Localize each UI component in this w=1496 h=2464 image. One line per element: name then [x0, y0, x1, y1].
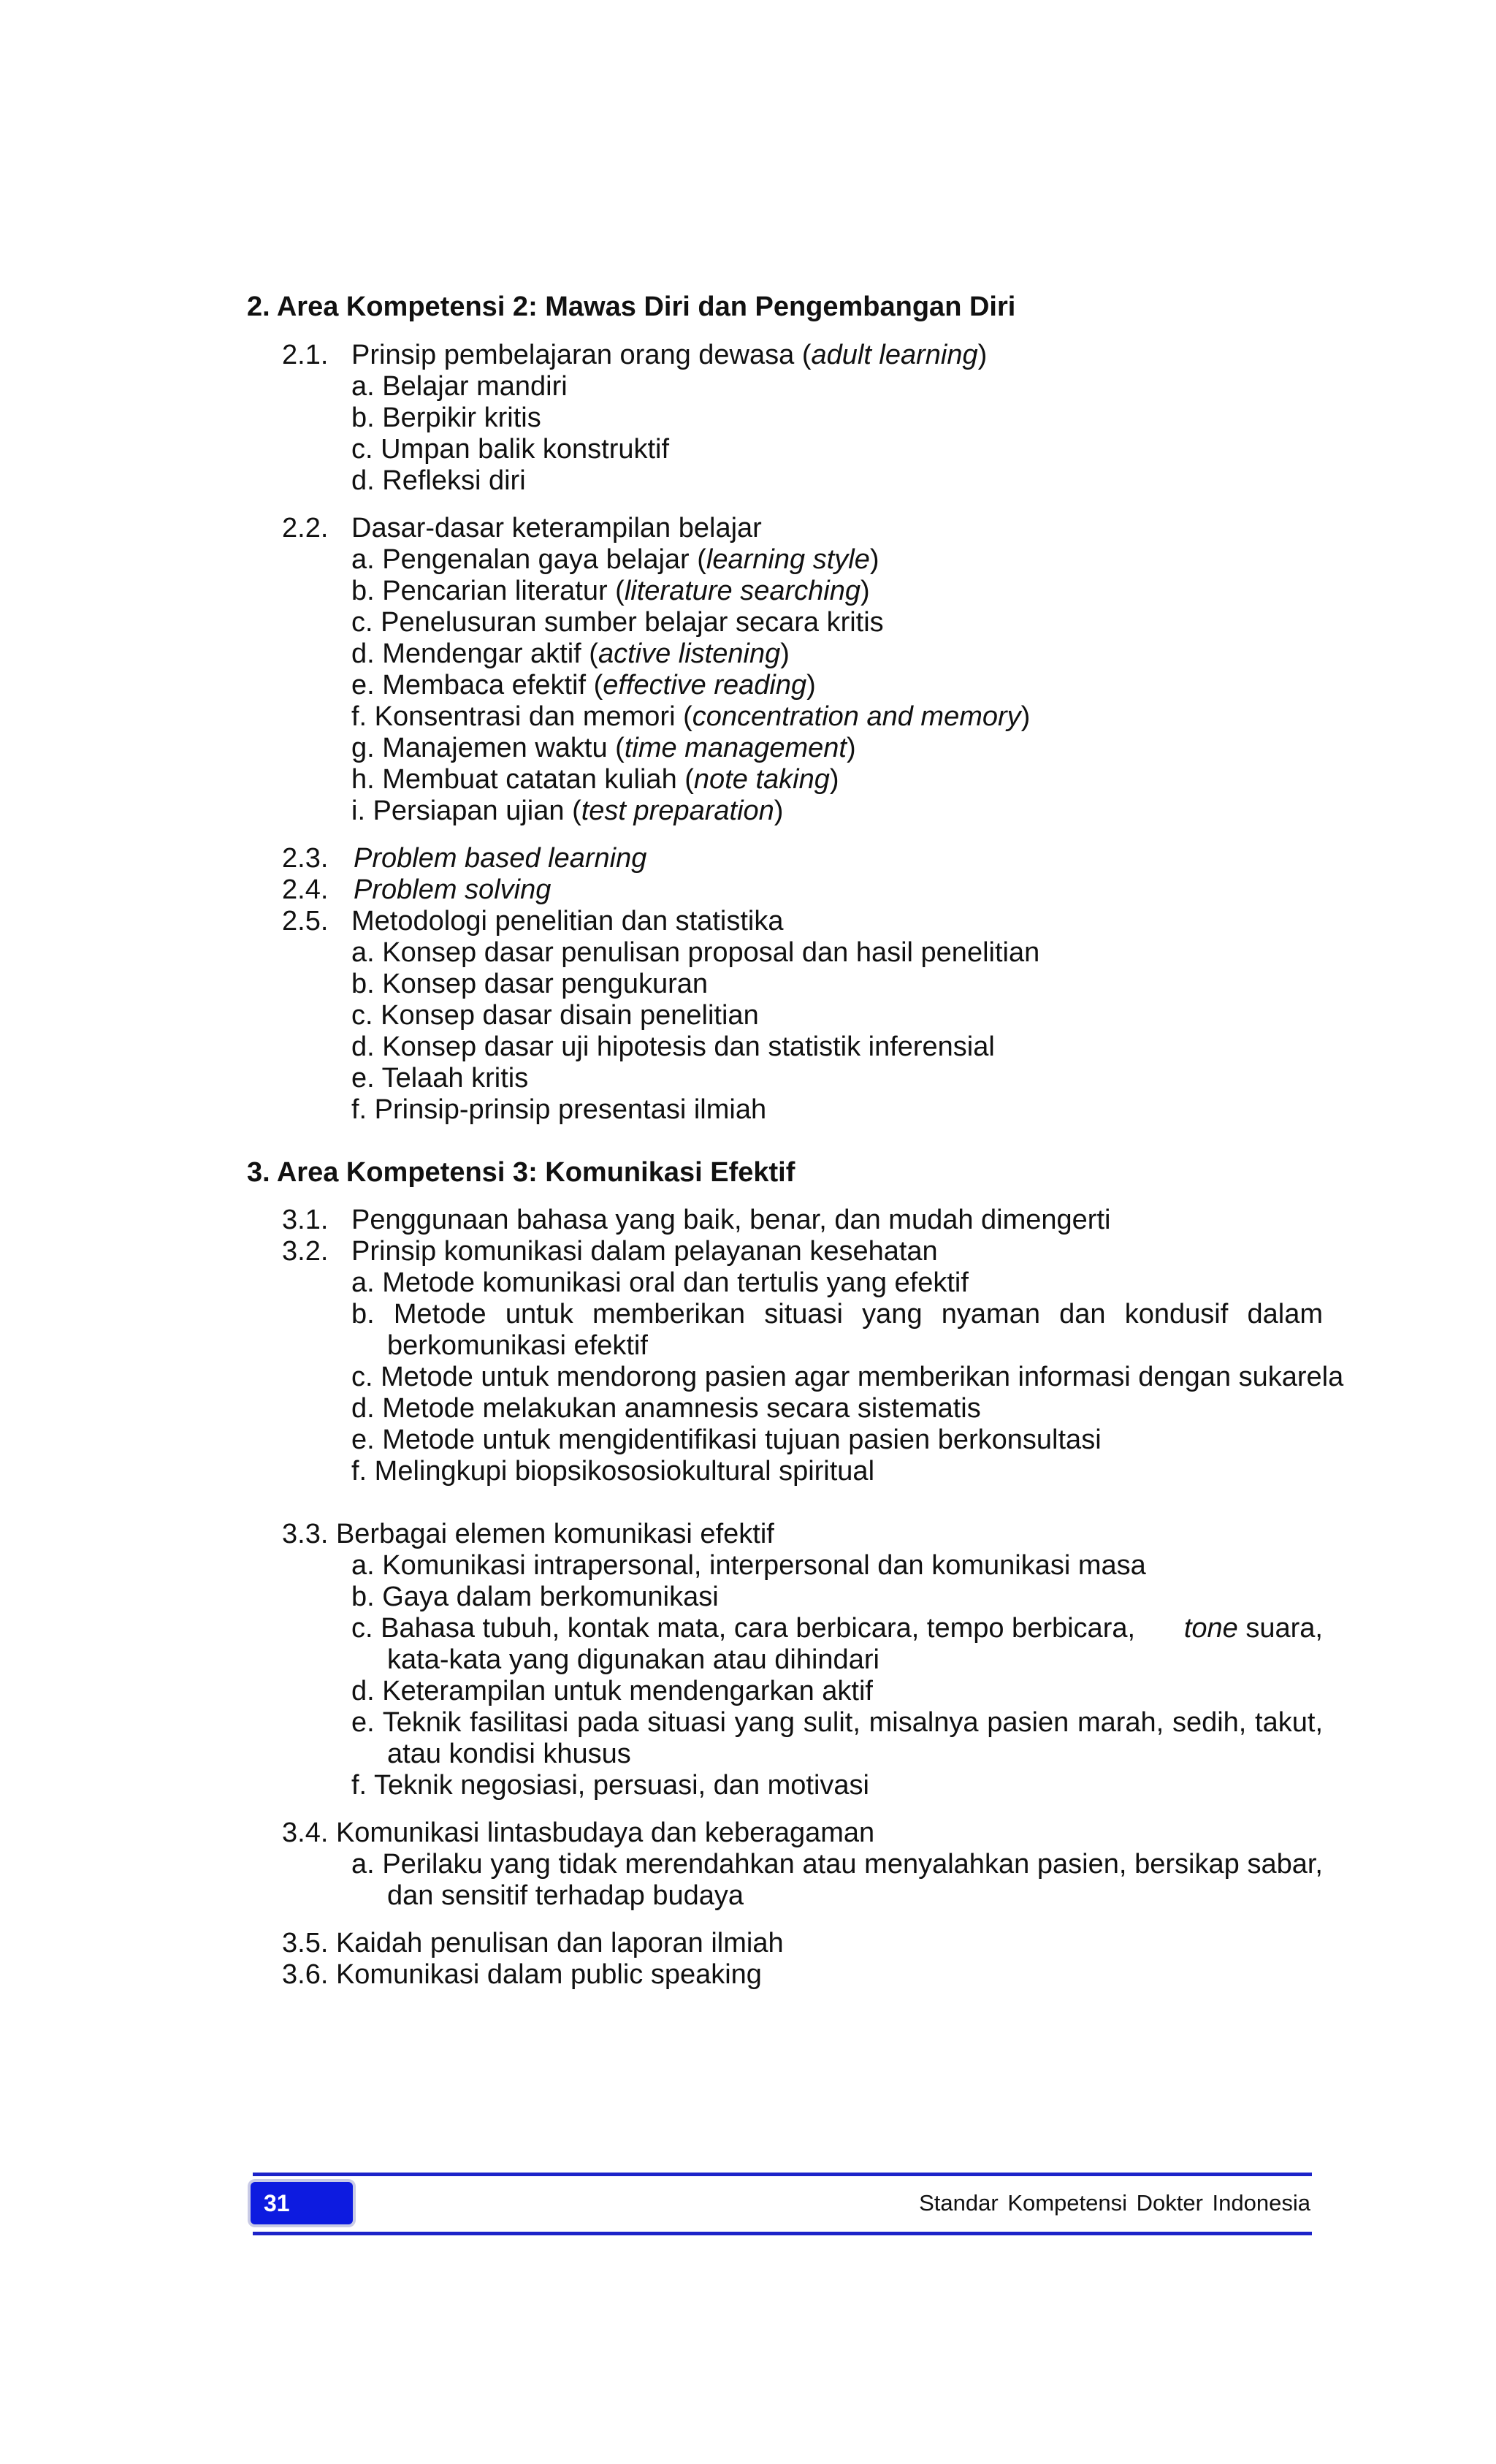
list-item: c. Metode untuk mendorong pasien agar memberikan informasi dengan sukarela [351, 1362, 1344, 1392]
list-item: e. Telaah kritis [351, 1063, 529, 1094]
list-item: i. Persiapan ujian (test preparation) [351, 796, 784, 826]
footer-bottom-rule [253, 2232, 1312, 2235]
list-item: a. Perilaku yang tidak merendahkan atau menyalahkan pasien, bersikap sabar, [351, 1849, 1323, 1880]
item-2-1: 2.1. Prinsip pembelajaran orang dewasa (adult learning) [282, 340, 988, 370]
list-item-continuation: dan sensitif terhadap budaya [387, 1880, 744, 1911]
list-item-continuation: kata-kata yang digunakan atau dihindari [387, 1644, 879, 1675]
list-item: d. Keterampilan untuk mendengarkan aktif [351, 1676, 873, 1706]
list-item: d. Metode melakukan anamnesis secara sistematis [351, 1393, 981, 1424]
footer-top-rule [253, 2173, 1312, 2176]
footer-title: Standar Kompetensi Dokter Indonesia [919, 2190, 1310, 2216]
list-item: b. Gaya dalam berkomunikasi [351, 1582, 719, 1612]
list-item: b. Pencarian literatur (literature searching) [351, 576, 870, 606]
list-item: f. Prinsip-prinsip presentasi ilmiah [351, 1094, 767, 1125]
list-item: c. Konsep dasar disain penelitian [351, 1000, 759, 1031]
item-2-5: 2.5. Metodologi penelitian dan statistika [282, 906, 784, 937]
list-item: h. Membuat catatan kuliah (note taking) [351, 764, 839, 795]
list-item: a. Metode komunikasi oral dan tertulis yang efektif [351, 1267, 969, 1298]
section-3-heading: 3. Area Kompetensi 3: Komunikasi Efektif [247, 1157, 795, 1188]
page-number-badge: 31 [251, 2182, 353, 2224]
list-item: b. Konsep dasar pengukuran [351, 969, 709, 999]
list-item: a. Pengenalan gaya belajar (learning style) [351, 544, 879, 575]
list-item: e. Teknik fasilitasi pada situasi yang sulit, misalnya pasien marah, sedih, takut, [351, 1707, 1323, 1738]
item-3-4: 3.4. Komunikasi lintasbudaya dan keberagaman [282, 1818, 875, 1848]
list-item: f. Konsentrasi dan memori (concentration and memory) [351, 701, 1031, 732]
list-item-continuation: berkomunikasi efektif [387, 1330, 648, 1361]
list-item-continuation: atau kondisi khusus [387, 1739, 631, 1769]
list-item: a. Belajar mandiri [351, 371, 568, 402]
list-item: a. Konsep dasar penulisan proposal dan hasil penelitian [351, 937, 1040, 968]
list-item: e. Membaca efektif (effective reading) [351, 670, 816, 701]
item-2-3: 2.3. Problem based learning [282, 843, 647, 874]
item-3-3: 3.3. Berbagai elemen komunikasi efektif [282, 1519, 774, 1549]
item-2-4: 2.4. Problem solving [282, 874, 552, 905]
item-number: 2.1. [282, 340, 329, 370]
list-item: b. Metode untuk memberikan situasi yang nyaman dan kondusif dalam [351, 1299, 1323, 1330]
list-item: c. Penelusuran sumber belajar secara kritis [351, 607, 884, 638]
list-item: d. Konsep dasar uji hipotesis dan statistik inferensial [351, 1031, 995, 1062]
list-item: f. Teknik negosiasi, persuasi, dan motivasi [351, 1770, 869, 1801]
list-item: a. Komunikasi intrapersonal, interpersonal dan komunikasi masa [351, 1550, 1146, 1581]
item-3-6: 3.6. Komunikasi dalam public speaking [282, 1959, 762, 1990]
item-3-2: 3.2. Prinsip komunikasi dalam pelayanan kesehatan [282, 1236, 938, 1267]
section-2-heading: 2. Area Kompetensi 2: Mawas Diri dan Pengembangan Diri [247, 291, 1016, 322]
list-item: e. Metode untuk mengidentifikasi tujuan pasien berkonsultasi [351, 1424, 1102, 1455]
list-item: d. Mendengar aktif (active listening) [351, 638, 790, 669]
list-item: c. Bahasa tubuh, kontak mata, cara berbicara, tempo berbicara, tone suara, [351, 1613, 1323, 1644]
list-item: c. Umpan balik konstruktif [351, 434, 670, 465]
list-item: d. Refleksi diri [351, 465, 526, 496]
list-item: g. Manajemen waktu (time management) [351, 733, 856, 763]
item-3-1: 3.1. Penggunaan bahasa yang baik, benar, dan mudah dimengerti [282, 1205, 1111, 1235]
item-2-2: 2.2. Dasar-dasar keterampilan belajar [282, 513, 762, 543]
item-3-5: 3.5. Kaidah penulisan dan laporan ilmiah [282, 1928, 784, 1958]
list-item: f. Melingkupi biopsikososiokultural spiritual [351, 1456, 875, 1487]
list-item: b. Berpikir kritis [351, 403, 541, 433]
